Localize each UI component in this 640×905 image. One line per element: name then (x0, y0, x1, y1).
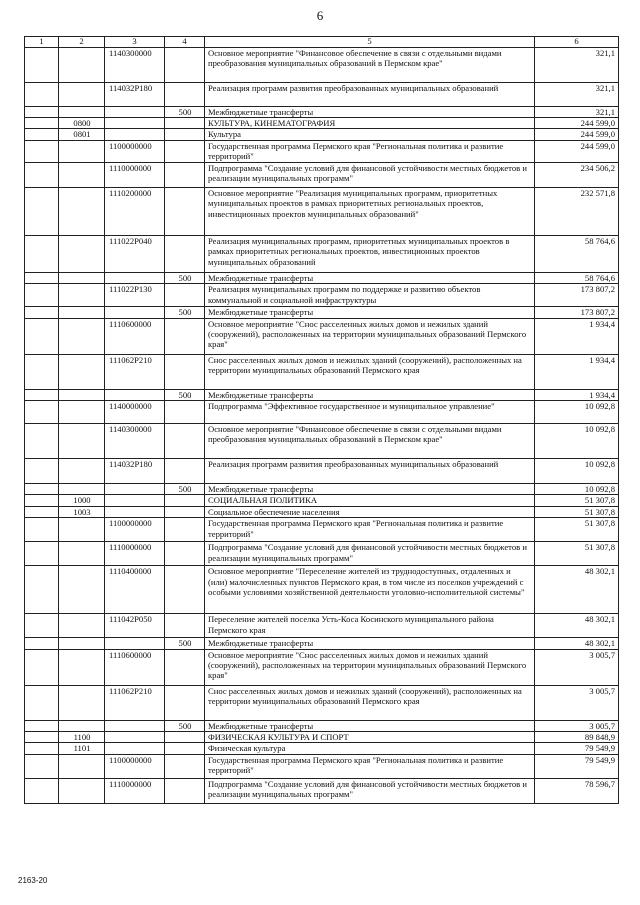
subsection-cell (59, 638, 105, 649)
section-cell (25, 272, 59, 283)
target-item-cell (105, 106, 165, 117)
table-row (25, 307, 619, 318)
target-item-cell (105, 129, 165, 140)
name-cell: Реализация программ развития преобразованных муниципальных образований (205, 82, 535, 106)
section-cell (25, 284, 59, 307)
expense-type-cell: 500 (165, 106, 205, 117)
section-cell (25, 483, 59, 494)
amount-cell: 48 302,1 (535, 566, 619, 614)
name-cell: Социальное обеспечение населения (205, 506, 535, 517)
expense-type-cell: 500 (165, 720, 205, 731)
expense-type-cell (165, 129, 205, 140)
name-cell: КУЛЬТУРА, КИНЕМАТОГРАФИЯ (205, 117, 535, 128)
name-cell: Основное мероприятие "Снос расселенных жилых домов и нежилых зданий (сооружений), расположенных на территории муниципальных образований Пермского края" (205, 318, 535, 354)
amount-cell: 321,1 (535, 82, 619, 106)
section-cell (25, 495, 59, 506)
subsection-cell: 1100 (59, 731, 105, 742)
section-cell (25, 187, 59, 235)
name-cell: Снос расселенных жилых домов и нежилых зданий (сооружений), расположенных на территории муниципальных образований Пермского края (205, 685, 535, 720)
target-item-cell: 1110000000 (105, 162, 165, 187)
table-row (25, 129, 619, 140)
header-cell: 4 (165, 37, 205, 48)
name-cell: СОЦИАЛЬНАЯ ПОЛИТИКА (205, 495, 535, 506)
section-cell (25, 129, 59, 140)
target-item-cell: 1110600000 (105, 649, 165, 685)
target-item-cell: 111062P210 (105, 685, 165, 720)
amount-cell: 10 092,8 (535, 483, 619, 494)
section-cell (25, 400, 59, 423)
target-item-cell (105, 506, 165, 517)
section-cell (25, 778, 59, 803)
expense-type-cell (165, 614, 205, 638)
section-cell (25, 720, 59, 731)
name-cell: Основное мероприятие "Финансовое обеспечение в связи с отдельными видами преобразования муниципальных образований в Пермском крае" (205, 423, 535, 458)
target-item-cell (105, 720, 165, 731)
name-cell: Культура (205, 129, 535, 140)
section-cell (25, 685, 59, 720)
section-cell (25, 235, 59, 272)
amount-cell: 51 307,8 (535, 518, 619, 542)
subsection-cell (59, 354, 105, 389)
table-row (25, 354, 619, 389)
table-row (25, 731, 619, 742)
expense-type-cell (165, 140, 205, 162)
name-cell: Межбюджетные трансферты (205, 272, 535, 283)
subsection-cell (59, 566, 105, 614)
amount-cell: 89 848,9 (535, 731, 619, 742)
amount-cell: 244 599,0 (535, 129, 619, 140)
subsection-cell: 1000 (59, 495, 105, 506)
name-cell: Межбюджетные трансферты (205, 389, 535, 400)
target-item-cell (105, 483, 165, 494)
table-row (25, 649, 619, 685)
table-row (25, 495, 619, 506)
table-row (25, 685, 619, 720)
target-item-cell (105, 307, 165, 318)
expense-type-cell (165, 731, 205, 742)
name-cell: Основное мероприятие "Финансовое обеспечение в связи с отдельными видами преобразования муниципальных образований в Пермском крае" (205, 47, 535, 82)
expense-type-cell (165, 235, 205, 272)
target-item-cell (105, 389, 165, 400)
table-row (25, 542, 619, 566)
subsection-cell (59, 284, 105, 307)
table-row (25, 518, 619, 542)
name-cell: Межбюджетные трансферты (205, 638, 535, 649)
section-cell (25, 542, 59, 566)
name-cell: Межбюджетные трансферты (205, 106, 535, 117)
header-cell: 2 (59, 37, 105, 48)
expense-type-cell (165, 47, 205, 82)
header-row (25, 37, 619, 48)
budget-table (24, 36, 619, 804)
table-row (25, 566, 619, 614)
target-item-cell: 1140300000 (105, 423, 165, 458)
table-row (25, 483, 619, 494)
name-cell: Подпрограмма "Эффективное государственное и муниципальное управление" (205, 400, 535, 423)
section-cell (25, 458, 59, 483)
expense-type-cell (165, 423, 205, 458)
table-row (25, 187, 619, 235)
amount-cell: 321,1 (535, 106, 619, 117)
table-row (25, 272, 619, 283)
name-cell: Реализация программ развития преобразованных муниципальных образований (205, 458, 535, 483)
expense-type-cell (165, 318, 205, 354)
amount-cell: 51 307,8 (535, 495, 619, 506)
target-item-cell (105, 638, 165, 649)
table-row (25, 778, 619, 803)
subsection-cell (59, 649, 105, 685)
subsection-cell: 0800 (59, 117, 105, 128)
name-cell: Межбюджетные трансферты (205, 307, 535, 318)
expense-type-cell (165, 566, 205, 614)
subsection-cell (59, 106, 105, 117)
table-row (25, 82, 619, 106)
amount-cell: 173 807,2 (535, 307, 619, 318)
expense-type-cell: 500 (165, 272, 205, 283)
amount-cell: 48 302,1 (535, 614, 619, 638)
subsection-cell (59, 685, 105, 720)
section-cell (25, 614, 59, 638)
expense-type-cell (165, 162, 205, 187)
amount-cell: 48 302,1 (535, 638, 619, 649)
amount-cell: 10 092,8 (535, 458, 619, 483)
section-cell (25, 649, 59, 685)
name-cell: Межбюджетные трансферты (205, 483, 535, 494)
table-row (25, 106, 619, 117)
target-item-cell (105, 495, 165, 506)
subsection-cell (59, 82, 105, 106)
name-cell: Государственная программа Пермского края "Региональная политика и развитие территорий" (205, 518, 535, 542)
table-row (25, 140, 619, 162)
amount-cell: 79 549,9 (535, 743, 619, 754)
expense-type-cell (165, 82, 205, 106)
subsection-cell: 1101 (59, 743, 105, 754)
subsection-cell (59, 162, 105, 187)
amount-cell: 58 764,6 (535, 235, 619, 272)
section-cell (25, 638, 59, 649)
table-row (25, 743, 619, 754)
target-item-cell: 111022P130 (105, 284, 165, 307)
section-cell (25, 318, 59, 354)
section-cell (25, 754, 59, 778)
name-cell: Реализация муниципальных программ по поддержке и развитию объектов коммунальной и социальной инфраструктуры (205, 284, 535, 307)
amount-cell: 1 934,4 (535, 318, 619, 354)
target-item-cell: 111042P050 (105, 614, 165, 638)
expense-type-cell (165, 649, 205, 685)
target-item-cell: 1100000000 (105, 140, 165, 162)
target-item-cell (105, 743, 165, 754)
expense-type-cell: 500 (165, 307, 205, 318)
expense-type-cell (165, 117, 205, 128)
expense-type-cell (165, 354, 205, 389)
amount-cell: 1 934,4 (535, 354, 619, 389)
section-cell (25, 354, 59, 389)
section-cell (25, 140, 59, 162)
section-cell (25, 106, 59, 117)
target-item-cell: 114032P180 (105, 458, 165, 483)
expense-type-cell (165, 542, 205, 566)
name-cell: Основное мероприятие "Реализация муниципальных программ, приоритетных муниципальных проектов в рамках приоритетных региональных проектов, инвестиционных проектов муниципальных образований" (205, 187, 535, 235)
table-row (25, 506, 619, 517)
table-row (25, 614, 619, 638)
table-row (25, 47, 619, 82)
name-cell: Основное мероприятие "Снос расселенных жилых домов и нежилых зданий (сооружений), расположенных на территории муниципальных образований Пермского края" (205, 649, 535, 685)
table-row (25, 235, 619, 272)
name-cell: Переселение жителей поселка Усть-Коса Косинского муниципального района Пермского края (205, 614, 535, 638)
expense-type-cell: 500 (165, 638, 205, 649)
target-item-cell: 1140300000 (105, 47, 165, 82)
amount-cell: 58 764,6 (535, 272, 619, 283)
name-cell: Подпрограмма "Создание условий для финансовой устойчивости местных бюджетов и реализации муниципальных программ" (205, 778, 535, 803)
target-item-cell: 1100000000 (105, 518, 165, 542)
target-item-cell: 111022P040 (105, 235, 165, 272)
subsection-cell (59, 389, 105, 400)
subsection-cell (59, 483, 105, 494)
table-row (25, 754, 619, 778)
subsection-cell (59, 614, 105, 638)
target-item-cell: 1140000000 (105, 400, 165, 423)
subsection-cell (59, 140, 105, 162)
table-row (25, 423, 619, 458)
subsection-cell (59, 47, 105, 82)
subsection-cell (59, 518, 105, 542)
amount-cell: 3 005,7 (535, 649, 619, 685)
section-cell (25, 162, 59, 187)
section-cell (25, 307, 59, 318)
table-row (25, 162, 619, 187)
expense-type-cell (165, 506, 205, 517)
table-row (25, 117, 619, 128)
section-cell (25, 423, 59, 458)
amount-cell: 173 807,2 (535, 284, 619, 307)
name-cell: Физическая культура (205, 743, 535, 754)
expense-type-cell (165, 685, 205, 720)
amount-cell: 10 092,8 (535, 400, 619, 423)
amount-cell: 10 092,8 (535, 423, 619, 458)
subsection-cell (59, 423, 105, 458)
amount-cell: 232 571,8 (535, 187, 619, 235)
name-cell: Реализация муниципальных программ, приоритетных муниципальных проектов в рамках приоритетных региональных проектов, инвестиционных проектов муниципальных образований (205, 235, 535, 272)
target-item-cell: 1110200000 (105, 187, 165, 235)
target-item-cell: 1110000000 (105, 542, 165, 566)
amount-cell: 1 934,4 (535, 389, 619, 400)
header-cell: 1 (25, 37, 59, 48)
table-row (25, 400, 619, 423)
subsection-cell: 1003 (59, 506, 105, 517)
subsection-cell (59, 778, 105, 803)
header-cell: 5 (205, 37, 535, 48)
section-cell (25, 518, 59, 542)
target-item-cell: 111062P210 (105, 354, 165, 389)
section-cell (25, 47, 59, 82)
table-row (25, 720, 619, 731)
amount-cell: 3 005,7 (535, 685, 619, 720)
subsection-cell: 0801 (59, 129, 105, 140)
target-item-cell: 114032P180 (105, 82, 165, 106)
page-number: 6 (316, 8, 324, 23)
subsection-cell (59, 235, 105, 272)
amount-cell: 79 549,9 (535, 754, 619, 778)
expense-type-cell: 500 (165, 483, 205, 494)
subsection-cell (59, 307, 105, 318)
expense-type-cell (165, 743, 205, 754)
amount-cell: 244 599,0 (535, 140, 619, 162)
name-cell: Основное мероприятие "Переселение жителей из труднодоступных, отдаленных и (или) малочисленных пунктов Пермского края, в том числе из поселков учреждений с особыми условиями хозяйственной деятельности уголовно-исполнительной системы" (205, 566, 535, 614)
table-row (25, 389, 619, 400)
section-cell (25, 506, 59, 517)
name-cell: Государственная программа Пермского края "Региональная политика и развитие территорий" (205, 754, 535, 778)
expense-type-cell (165, 284, 205, 307)
subsection-cell (59, 272, 105, 283)
name-cell: Снос расселенных жилых домов и нежилых зданий (сооружений), расположенных на территории муниципальных образований Пермского края (205, 354, 535, 389)
amount-cell: 3 005,7 (535, 720, 619, 731)
subsection-cell (59, 318, 105, 354)
table-row (25, 638, 619, 649)
expense-type-cell (165, 495, 205, 506)
target-item-cell (105, 731, 165, 742)
name-cell: Межбюджетные трансферты (205, 720, 535, 731)
name-cell: ФИЗИЧЕСКАЯ КУЛЬТУРА И СПОРТ (205, 731, 535, 742)
section-cell (25, 82, 59, 106)
expense-type-cell (165, 458, 205, 483)
header-cell: 3 (105, 37, 165, 48)
target-item-cell: 1110000000 (105, 778, 165, 803)
section-cell (25, 743, 59, 754)
section-cell (25, 566, 59, 614)
header-cell: 6 (535, 37, 619, 48)
expense-type-cell (165, 778, 205, 803)
expense-type-cell: 500 (165, 389, 205, 400)
name-cell: Государственная программа Пермского края "Региональная политика и развитие территорий" (205, 140, 535, 162)
target-item-cell (105, 272, 165, 283)
amount-cell: 51 307,8 (535, 506, 619, 517)
subsection-cell (59, 400, 105, 423)
name-cell: Подпрограмма "Создание условий для финансовой устойчивости местных бюджетов и реализации муниципальных программ" (205, 542, 535, 566)
subsection-cell (59, 542, 105, 566)
subsection-cell (59, 720, 105, 731)
amount-cell: 234 506,2 (535, 162, 619, 187)
section-cell (25, 731, 59, 742)
subsection-cell (59, 754, 105, 778)
table-row (25, 318, 619, 354)
expense-type-cell (165, 518, 205, 542)
expense-type-cell (165, 187, 205, 235)
target-item-cell: 1100000000 (105, 754, 165, 778)
amount-cell: 51 307,8 (535, 542, 619, 566)
expense-type-cell (165, 754, 205, 778)
amount-cell: 321,1 (535, 47, 619, 82)
section-cell (25, 389, 59, 400)
table-row (25, 458, 619, 483)
document-code: 2163-20 (18, 876, 48, 885)
name-cell: Подпрограмма "Создание условий для финансовой устойчивости местных бюджетов и реализации муниципальных программ" (205, 162, 535, 187)
target-item-cell (105, 117, 165, 128)
amount-cell: 244 599,0 (535, 117, 619, 128)
table-row (25, 284, 619, 307)
target-item-cell: 1110600000 (105, 318, 165, 354)
target-item-cell: 1110400000 (105, 566, 165, 614)
subsection-cell (59, 458, 105, 483)
subsection-cell (59, 187, 105, 235)
section-cell (25, 117, 59, 128)
amount-cell: 78 596,7 (535, 778, 619, 803)
expense-type-cell (165, 400, 205, 423)
